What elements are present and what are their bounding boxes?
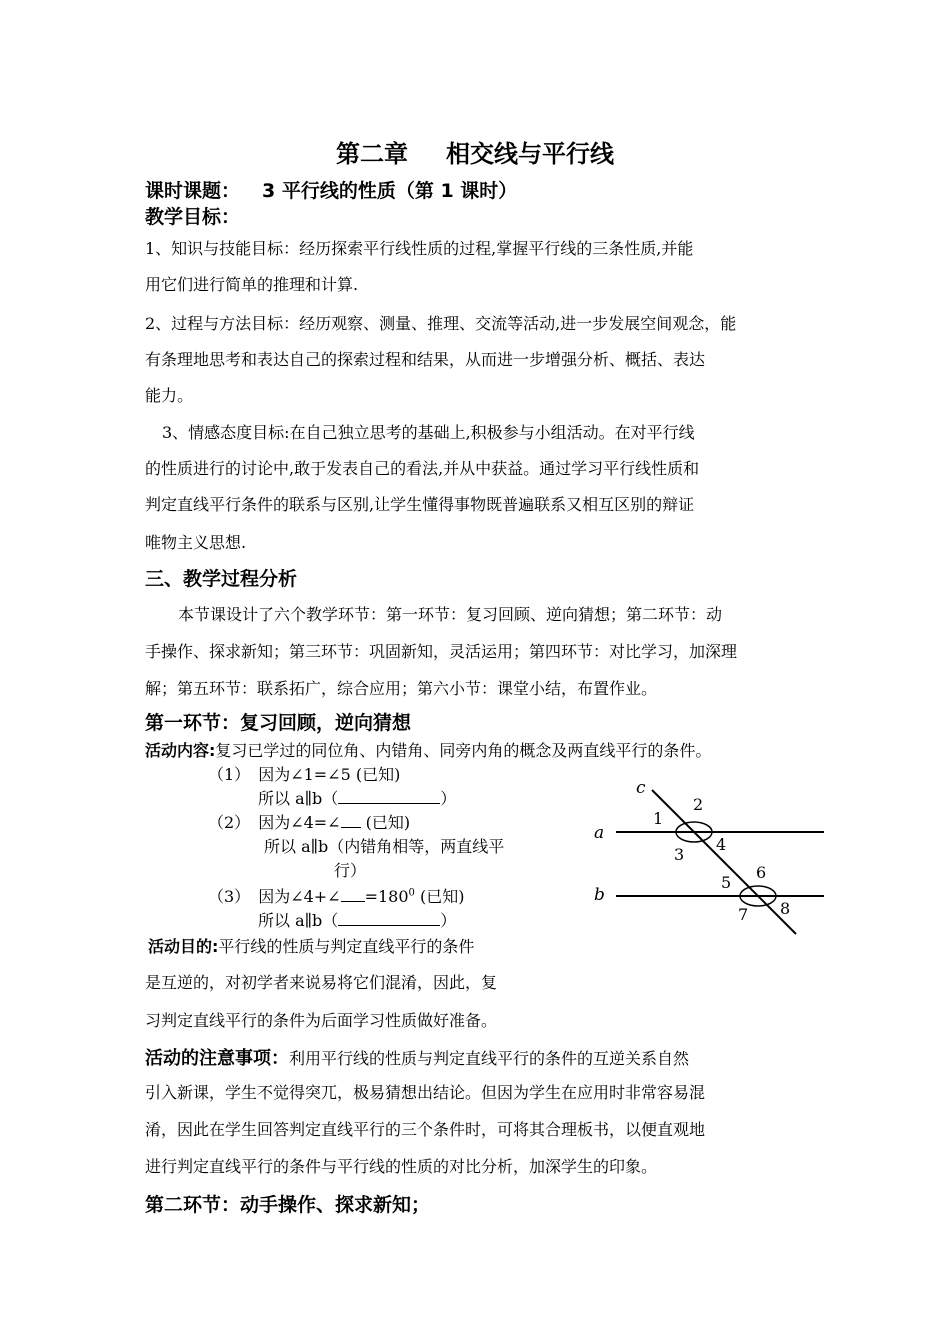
answer-blank-3[interactable] xyxy=(341,885,365,902)
goal-3-line-1: 3、情感态度目标:在自己独立思考的基础上,积极参与小组活动。在对平行线 xyxy=(162,423,695,442)
question-1-premise: 因为∠1=∠5 (已知) xyxy=(258,765,401,784)
question-3-premise: 因为∠4+∠ xyxy=(258,887,341,906)
lesson-label: 课时课题： xyxy=(145,180,241,202)
question-3-number: （3） xyxy=(208,887,251,906)
process-line-3: 解；第五环节：联系拓广，综合应用；第六小节：课堂小结，布置作业。 xyxy=(145,679,658,698)
answer-blank-1[interactable] xyxy=(338,787,440,804)
step1-heading: 第一环节：复习回顾，逆向猜想 xyxy=(145,712,412,734)
purpose-label: 活动目的: xyxy=(148,937,219,956)
question-1-line-1 xyxy=(208,762,400,785)
goal-2-line-1: 2、过程与方法目标：经历观察、测量、推理、交流等活动,进一步发展空间观念，能 xyxy=(145,314,737,333)
chapter-name: 相交线与平行线 xyxy=(446,140,614,168)
question-1-number: （1） xyxy=(208,765,251,784)
angle-2: 2 xyxy=(693,795,704,814)
purpose-text: 平行线的性质与判定直线平行的条件 xyxy=(218,937,475,956)
activity-content-text: 复习已学过的同位角、内错角、同旁内角的概念及两直线平行的条件。 xyxy=(215,741,712,760)
goal-1-line-1: 1、知识与技能目标：经历探索平行线性质的过程,掌握平行线的三条性质,并能 xyxy=(145,239,694,258)
question-2-number: （2） xyxy=(208,813,251,832)
purpose-line-2: 是互逆的，对初学者来说易将它们混淆，因此，复 xyxy=(145,973,498,992)
notes-line-4: 进行判定直线平行的条件与平行线的性质的对比分析，加深学生的印象。 xyxy=(145,1157,658,1176)
question-2-known: (已知) xyxy=(360,813,411,832)
angle-5: 5 xyxy=(721,873,732,892)
angle-4: 4 xyxy=(716,835,727,854)
lesson-value: 3 平行线的性质（第 1 课时） xyxy=(262,180,518,202)
goal-2-line-3: 能力。 xyxy=(145,386,194,405)
question-3-conclusion: 所以 a∥b（ xyxy=(258,911,339,930)
purpose-line-1 xyxy=(148,934,474,957)
label-b: b xyxy=(594,885,605,905)
question-1-close-paren: ） xyxy=(440,789,457,808)
notes-line-1 xyxy=(145,1044,689,1070)
question-1-line-2 xyxy=(258,786,456,809)
angle-7: 7 xyxy=(738,905,749,924)
question-3-line-1 xyxy=(208,884,465,907)
process-line-1: 本节课设计了六个教学环节：第一环节：复习回顾、逆向猜想；第二环节：动 xyxy=(178,605,723,624)
step2-heading: 第二环节：动手操作、探求新知； xyxy=(145,1194,431,1216)
label-a: a xyxy=(594,823,605,843)
chapter-number: 第二章 xyxy=(336,140,408,168)
question-3-degree: 0 xyxy=(408,887,415,899)
question-3-close-paren: ） xyxy=(440,911,457,930)
angle-8: 8 xyxy=(780,899,791,918)
activity-content-label: 活动内容: xyxy=(145,741,216,760)
process-line-2: 手操作、探求新知；第三环节：巩固新知，灵活运用；第四环节：对比学习，加深理 xyxy=(145,642,738,661)
question-1-conclusion: 所以 a∥b（ xyxy=(258,789,339,808)
notes-label: 活动的注意事项： xyxy=(145,1048,289,1069)
goal-2-line-2: 有条理地思考和表达自己的探索过程和结果，从而进一步增强分析、概括、表达 xyxy=(145,350,706,369)
angle-6: 6 xyxy=(756,863,767,882)
chapter-title xyxy=(0,134,950,169)
angle-1: 1 xyxy=(653,809,664,828)
question-2-line-2: 所以 a∥b（内错角相等，两直线平 xyxy=(264,837,505,856)
question-3-line-2 xyxy=(258,908,456,931)
answer-blank-4[interactable] xyxy=(338,909,440,926)
goal-3-line-3: 判定直线平行条件的联系与区别,让学生懂得事物既普遍联系又相互区别的辩证 xyxy=(145,495,695,514)
goal-3-line-2: 的性质进行的讨论中,敢于发表自己的看法,并从中获益。通过学习平行线性质和 xyxy=(145,459,700,478)
question-2-line-3: 行） xyxy=(334,861,367,880)
activity-content xyxy=(145,738,711,761)
question-3-known: (已知) xyxy=(414,887,465,906)
purpose-line-3: 习判定直线平行的条件为后面学习性质做好准备。 xyxy=(145,1011,498,1030)
notes-line-2: 引入新课，学生不觉得突兀，极易猜想出结论。但因为学生在应用时非常容易混 xyxy=(145,1083,706,1102)
question-2-line-1 xyxy=(208,810,410,833)
answer-blank-2[interactable] xyxy=(341,811,361,828)
goals-heading: 教学目标： xyxy=(145,206,241,228)
question-3-sum: =180 xyxy=(364,887,409,906)
notes-line-3: 淆，因此在学生回答判定直线平行的三个条件时，可将其合理板书，以便直观地 xyxy=(145,1120,706,1139)
process-heading: 三、教学过程分析 xyxy=(145,568,298,590)
notes-text: 利用平行线的性质与判定直线平行的条件的互逆关系自然 xyxy=(289,1049,690,1068)
parallel-lines-figure xyxy=(580,772,840,942)
lesson-topic xyxy=(145,176,517,203)
angle-3: 3 xyxy=(674,845,685,864)
goal-1-line-2: 用它们进行简单的推理和计算. xyxy=(145,275,359,294)
label-c: c xyxy=(636,778,646,798)
goal-3-line-4: 唯物主义思想. xyxy=(145,533,247,552)
question-2-premise: 因为∠4=∠ xyxy=(258,813,341,832)
